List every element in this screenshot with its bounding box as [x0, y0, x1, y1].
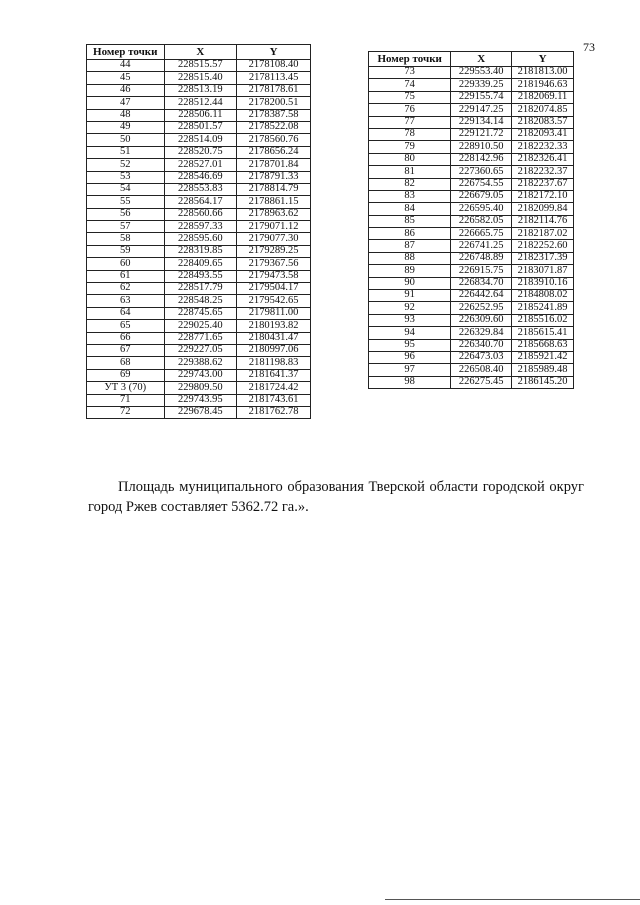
point-number-cell: 97 [369, 364, 451, 376]
y-cell: 2178178.61 [237, 84, 311, 96]
point-number-cell: 82 [369, 178, 451, 190]
y-cell: 2183071.87 [512, 265, 574, 277]
point-number-cell: 52 [87, 159, 165, 171]
y-cell: 2180193.82 [237, 320, 311, 332]
y-cell: 2182093.41 [512, 128, 574, 140]
y-cell: 2182326.41 [512, 153, 574, 165]
table-row [87, 382, 311, 394]
y-cell: 2178861.15 [237, 196, 311, 208]
table-row [87, 159, 311, 171]
y-cell: 2178791.33 [237, 171, 311, 183]
table-row [369, 252, 574, 264]
x-cell: 227360.65 [451, 166, 512, 178]
x-cell: 229147.25 [451, 104, 512, 116]
y-cell: 2181743.61 [237, 394, 311, 406]
footer-rule [385, 899, 640, 900]
point-number-cell: 56 [87, 208, 165, 220]
table-row [369, 178, 574, 190]
y-cell: 2185668.63 [512, 339, 574, 351]
x-cell: 228560.66 [164, 208, 237, 220]
x-cell: 228501.57 [164, 121, 237, 133]
table-row [369, 376, 574, 388]
x-cell: 226754.55 [451, 178, 512, 190]
y-cell: 2181813.00 [512, 67, 574, 79]
table-row [87, 109, 311, 121]
table-row [369, 79, 574, 91]
x-cell: 228597.33 [164, 221, 237, 233]
y-cell: 2178701.84 [237, 159, 311, 171]
table-row [369, 265, 574, 277]
table-row [87, 84, 311, 96]
table-row [87, 121, 311, 133]
table-row [369, 153, 574, 165]
y-cell: 2182069.11 [512, 91, 574, 103]
x-cell: 228595.60 [164, 233, 237, 245]
x-cell: 228514.09 [164, 134, 237, 146]
point-number-cell: 65 [87, 320, 165, 332]
y-cell: 2179077.30 [237, 233, 311, 245]
point-number-cell: 81 [369, 166, 451, 178]
table-row [369, 166, 574, 178]
x-cell: 229809.50 [164, 382, 237, 394]
table-row [87, 183, 311, 195]
y-cell: 2181762.78 [237, 406, 311, 418]
point-number-cell: 98 [369, 376, 451, 388]
x-cell: 226665.75 [451, 228, 512, 240]
point-number-cell: 92 [369, 302, 451, 314]
table-row [87, 208, 311, 220]
table-row [369, 351, 574, 363]
point-number-cell: 50 [87, 134, 165, 146]
table-row [87, 97, 311, 109]
x-cell: 229025.40 [164, 320, 237, 332]
y-cell: 2182172.10 [512, 190, 574, 202]
table-row [87, 146, 311, 158]
point-number-cell: 61 [87, 270, 165, 282]
table-row [369, 190, 574, 202]
table-row [87, 357, 311, 369]
x-cell: 228513.19 [164, 84, 237, 96]
header-x: X [451, 52, 512, 67]
x-cell: 228512.44 [164, 97, 237, 109]
point-number-cell: 89 [369, 265, 451, 277]
table-row [87, 60, 311, 72]
x-cell: 228493.55 [164, 270, 237, 282]
y-cell: 2180997.06 [237, 344, 311, 356]
point-number-cell: 72 [87, 406, 165, 418]
y-cell: 2178200.51 [237, 97, 311, 109]
table-row [87, 406, 311, 418]
y-cell: 2183910.16 [512, 277, 574, 289]
point-number-cell: 74 [369, 79, 451, 91]
y-cell: 2178108.40 [237, 60, 311, 72]
y-cell: 2182074.85 [512, 104, 574, 116]
x-cell: 226329.84 [451, 327, 512, 339]
y-cell: 2180431.47 [237, 332, 311, 344]
point-number-cell: 71 [87, 394, 165, 406]
table-row [369, 91, 574, 103]
point-number-cell: 96 [369, 351, 451, 363]
point-number-cell: 95 [369, 339, 451, 351]
point-number-cell: 68 [87, 357, 165, 369]
y-cell: 2179071.12 [237, 221, 311, 233]
y-cell: 2181641.37 [237, 369, 311, 381]
point-number-cell: 46 [87, 84, 165, 96]
table-row [87, 258, 311, 270]
x-cell: 226679.05 [451, 190, 512, 202]
x-cell: 226741.25 [451, 240, 512, 252]
x-cell: 226442.64 [451, 290, 512, 302]
x-cell: 229553.40 [451, 67, 512, 79]
x-cell: 228409.65 [164, 258, 237, 270]
y-cell: 2182187.02 [512, 228, 574, 240]
table-row [87, 270, 311, 282]
table-row [369, 314, 574, 326]
point-number-cell: 76 [369, 104, 451, 116]
x-cell: 226252.95 [451, 302, 512, 314]
table-row [369, 240, 574, 252]
y-cell: 2178656.24 [237, 146, 311, 158]
point-number-cell: 88 [369, 252, 451, 264]
x-cell: 229134.14 [451, 116, 512, 128]
y-cell: 2181724.42 [237, 382, 311, 394]
y-cell: 2181198.83 [237, 357, 311, 369]
y-cell: 2178560.76 [237, 134, 311, 146]
y-cell: 2182252.60 [512, 240, 574, 252]
x-cell: 228548.25 [164, 295, 237, 307]
x-cell: 229227.05 [164, 344, 237, 356]
table-row [87, 72, 311, 84]
table-row [87, 369, 311, 381]
x-cell: 228745.65 [164, 307, 237, 319]
y-cell: 2182237.67 [512, 178, 574, 190]
point-number-cell: 53 [87, 171, 165, 183]
y-cell: 2182232.33 [512, 141, 574, 153]
table-row [87, 233, 311, 245]
table-header-row [369, 52, 574, 67]
table-row [369, 67, 574, 79]
table-row [87, 344, 311, 356]
x-cell: 228527.01 [164, 159, 237, 171]
x-cell: 226582.05 [451, 215, 512, 227]
point-number-cell: 66 [87, 332, 165, 344]
x-cell: 229121.72 [451, 128, 512, 140]
page-number: 73 [583, 40, 595, 54]
coordinates-table-left [86, 44, 311, 419]
y-cell: 2179542.65 [237, 295, 311, 307]
x-cell: 229388.62 [164, 357, 237, 369]
y-cell: 2185921.42 [512, 351, 574, 363]
y-cell: 2182232.37 [512, 166, 574, 178]
point-number-cell: 60 [87, 258, 165, 270]
table-row [87, 283, 311, 295]
table-row [87, 196, 311, 208]
x-cell: 226340.70 [451, 339, 512, 351]
point-number-cell: 87 [369, 240, 451, 252]
x-cell: 228319.85 [164, 245, 237, 257]
x-cell: 226473.03 [451, 351, 512, 363]
table-row [87, 245, 311, 257]
table-row [87, 332, 311, 344]
x-cell: 226508.40 [451, 364, 512, 376]
table-row [369, 290, 574, 302]
table-row [369, 104, 574, 116]
point-number-cell: 55 [87, 196, 165, 208]
y-cell: 2178113.45 [237, 72, 311, 84]
x-cell: 228506.11 [164, 109, 237, 121]
table-row [369, 203, 574, 215]
table-header-row [87, 45, 311, 60]
point-number-cell: 90 [369, 277, 451, 289]
x-cell: 228546.69 [164, 171, 237, 183]
y-cell: 2179504.17 [237, 283, 311, 295]
y-cell: 2182099.84 [512, 203, 574, 215]
y-cell: 2178963.62 [237, 208, 311, 220]
point-number-cell: 94 [369, 327, 451, 339]
y-cell: 2182083.57 [512, 116, 574, 128]
point-number-cell: 63 [87, 295, 165, 307]
point-number-cell: 69 [87, 369, 165, 381]
y-cell: 2186145.20 [512, 376, 574, 388]
x-cell: 226595.40 [451, 203, 512, 215]
point-number-cell: 44 [87, 60, 165, 72]
y-cell: 2182317.39 [512, 252, 574, 264]
point-number-cell: 75 [369, 91, 451, 103]
header-y: Y [512, 52, 574, 67]
table-row [369, 277, 574, 289]
x-cell: 228553.83 [164, 183, 237, 195]
area-summary-text: Площадь муниципального образования Тверской области городской округ город Ржев составляет 5362.72 га.». [88, 478, 584, 515]
header-point-number: Номер точки [87, 45, 165, 60]
y-cell: 2185516.02 [512, 314, 574, 326]
x-cell: 226834.70 [451, 277, 512, 289]
y-cell: 2178814.79 [237, 183, 311, 195]
x-cell: 226915.75 [451, 265, 512, 277]
table-row [87, 221, 311, 233]
y-cell: 2179473.58 [237, 270, 311, 282]
point-number-cell: 59 [87, 245, 165, 257]
table-row [369, 339, 574, 351]
table-row [369, 128, 574, 140]
x-cell: 226275.45 [451, 376, 512, 388]
header-x: X [164, 45, 237, 60]
x-cell: 229339.25 [451, 79, 512, 91]
table-row [87, 320, 311, 332]
point-number-cell: 51 [87, 146, 165, 158]
table-row [87, 134, 311, 146]
point-number-cell: 47 [87, 97, 165, 109]
table-row [369, 141, 574, 153]
point-number-cell: 78 [369, 128, 451, 140]
x-cell: 226309.60 [451, 314, 512, 326]
header-y: Y [237, 45, 311, 60]
point-number-cell: 57 [87, 221, 165, 233]
point-number-cell: 48 [87, 109, 165, 121]
point-number-cell: 83 [369, 190, 451, 202]
point-number-cell: 93 [369, 314, 451, 326]
table-row [87, 307, 311, 319]
point-number-cell: УТ 3 (70) [87, 382, 165, 394]
x-cell: 228515.40 [164, 72, 237, 84]
table-row [87, 171, 311, 183]
table-row [87, 295, 311, 307]
point-number-cell: 85 [369, 215, 451, 227]
point-number-cell: 64 [87, 307, 165, 319]
y-cell: 2179289.25 [237, 245, 311, 257]
x-cell: 229743.95 [164, 394, 237, 406]
x-cell: 229743.00 [164, 369, 237, 381]
table-row [369, 327, 574, 339]
x-cell: 228517.79 [164, 283, 237, 295]
y-cell: 2179367.56 [237, 258, 311, 270]
y-cell: 2184808.02 [512, 290, 574, 302]
table-row [369, 215, 574, 227]
point-number-cell: 62 [87, 283, 165, 295]
x-cell: 228515.57 [164, 60, 237, 72]
x-cell: 229678.45 [164, 406, 237, 418]
x-cell: 228910.50 [451, 141, 512, 153]
y-cell: 2179811.00 [237, 307, 311, 319]
point-number-cell: 73 [369, 67, 451, 79]
table-row [369, 228, 574, 240]
y-cell: 2181946.63 [512, 79, 574, 91]
table-row [87, 394, 311, 406]
x-cell: 229155.74 [451, 91, 512, 103]
x-cell: 228142.96 [451, 153, 512, 165]
point-number-cell: 49 [87, 121, 165, 133]
x-cell: 228564.17 [164, 196, 237, 208]
point-number-cell: 45 [87, 72, 165, 84]
y-cell: 2185241.89 [512, 302, 574, 314]
coordinates-table-right [368, 51, 574, 389]
point-number-cell: 80 [369, 153, 451, 165]
point-number-cell: 67 [87, 344, 165, 356]
point-number-cell: 77 [369, 116, 451, 128]
point-number-cell: 91 [369, 290, 451, 302]
table-row [369, 364, 574, 376]
point-number-cell: 58 [87, 233, 165, 245]
table-row [369, 302, 574, 314]
x-cell: 228520.75 [164, 146, 237, 158]
point-number-cell: 79 [369, 141, 451, 153]
x-cell: 226748.89 [451, 252, 512, 264]
y-cell: 2185615.41 [512, 327, 574, 339]
y-cell: 2182114.76 [512, 215, 574, 227]
header-point-number: Номер точки [369, 52, 451, 67]
point-number-cell: 84 [369, 203, 451, 215]
y-cell: 2178387.58 [237, 109, 311, 121]
y-cell: 2185989.48 [512, 364, 574, 376]
point-number-cell: 54 [87, 183, 165, 195]
table-row [369, 116, 574, 128]
point-number-cell: 86 [369, 228, 451, 240]
x-cell: 228771.65 [164, 332, 237, 344]
y-cell: 2178522.08 [237, 121, 311, 133]
